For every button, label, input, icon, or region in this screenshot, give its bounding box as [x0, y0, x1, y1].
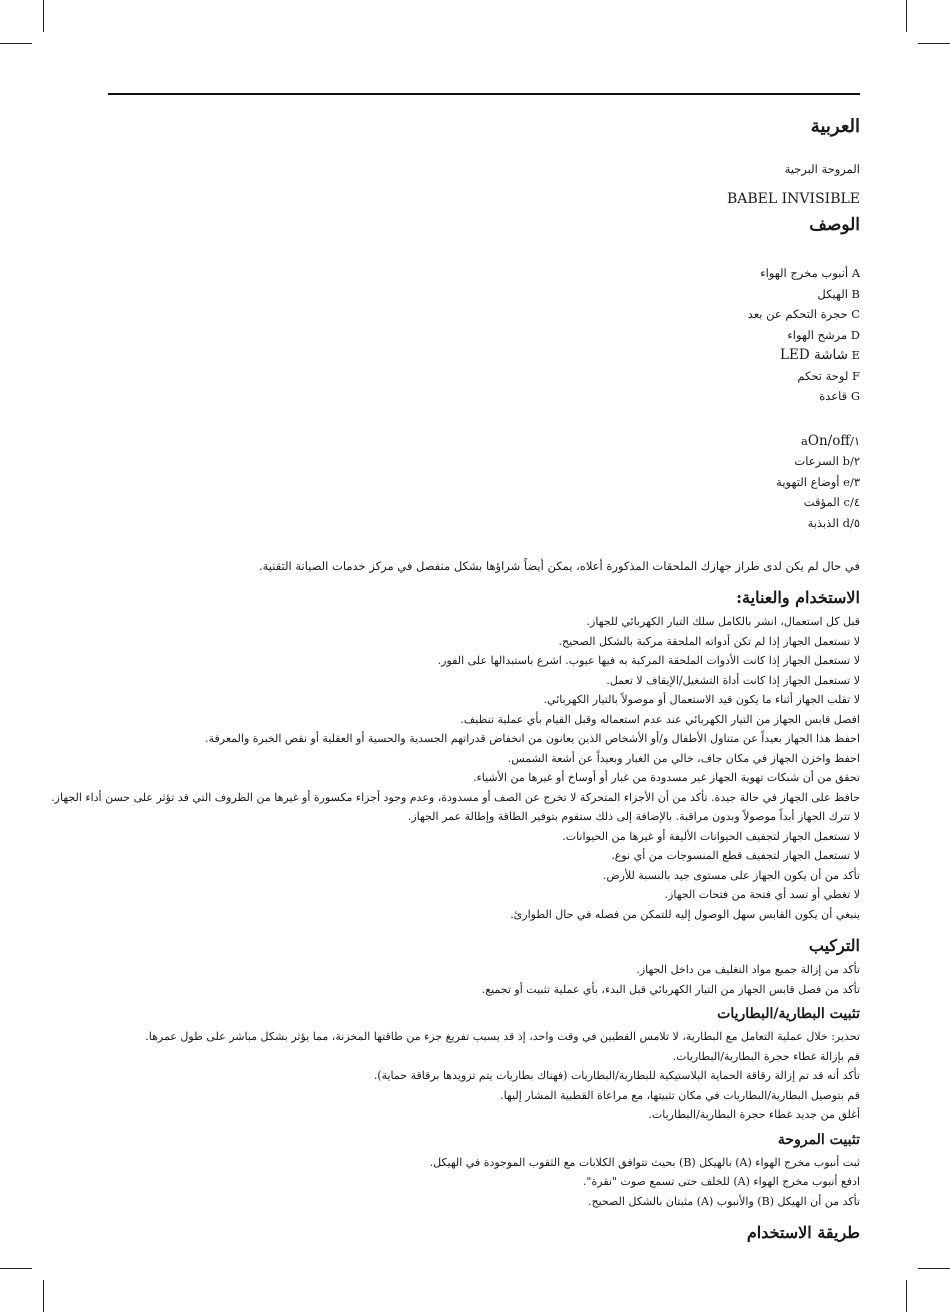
list-item: لا تقلب الجهاز أثناء ما يكون قيد الاستعمال أو موصولاً بالتيار الكهربائي.: [543, 693, 860, 706]
language-heading: العربية: [810, 116, 860, 137]
part-letter: B: [851, 286, 860, 301]
list-item: افصل قابس الجهاز من التيار الكهربائي عند عدم استعماله وقبل القيام بأي عملية تنظيف.: [460, 712, 860, 726]
list-item: ادفع أنبوب مخرج الهواء (A) للخلف حتى تسمع صوت "نقرة".: [582, 1175, 860, 1188]
control-item: [108, 451, 860, 472]
control-label: السرعات: [794, 454, 839, 468]
crop-mark: [43, 0, 44, 32]
control-code: ٣/e: [843, 474, 860, 489]
list-item: تأكد من فصل قابس الجهاز من التيار الكهربائي قبل البدء، بأي عملية تثبيت أو تجميع.: [481, 982, 860, 996]
list-item: لا تستعمل الجهاز لتجفيف قطع المنسوجات من أي نوع.: [611, 849, 860, 862]
list-item: قم بإزالة غطاء حجرة البطارية/البطاريات.: [672, 1049, 860, 1063]
control-item: [108, 431, 860, 452]
list-item: تأكد من أن يكون الجهاز على مستوى جيد بالنسبة للأرض.: [602, 868, 860, 882]
part-label: الهيكل: [817, 286, 848, 301]
part-letter: C: [851, 307, 860, 321]
list-item: تأكد من إزالة جميع مواد التغليف من داخل الجهاز.: [636, 963, 860, 976]
accessories-note: في حال لم يكن لدى طراز جهازك الملحقات المذكورة أعلاه، يمكن أيضاً شراؤها بشكل منفصل في مركز خدمات الصيانة التقنية.: [258, 559, 860, 573]
control-code: ٢/b: [842, 454, 860, 468]
list-item: تحذير: خلال عملية التعامل مع البطارية، لا تلامس القطبين في وقت واحد، إذ قد يسبب تفريغ جزء من طاقتها المخزنة، مما يؤثر بشكل مباشر على طول عمرها.: [145, 1030, 860, 1043]
description-title: الوصف: [809, 215, 860, 235]
part-item: [108, 345, 860, 366]
list-item: تأكد أنه قد تم إزالة رقاقة الحماية البلاستيكية للبطارية/البطاريات (فهناك بطاريات يتم تزويدها برقاقة حماية).: [373, 1069, 860, 1082]
usage-care-list: [51, 612, 860, 924]
control-code: ٥/d: [842, 515, 860, 530]
parts-list: [108, 263, 860, 407]
part-label: شاشة LED: [780, 347, 848, 363]
battery-list: [108, 1027, 860, 1125]
list-item: لا تستعمل الجهاز إذا كانت الأدوات الملحقة المركبة به فيها عيوب. اشرع باستبدالها على الفور.: [437, 654, 860, 667]
list-item: احفظ هذا الجهاز بعيداً عن متناول الأطفال و/أو الأشخاص الذين يعانون من انخفاض قدراتهم الجسدية والحسية أو العقلية أو نقص الخبرة والمعرفة.: [205, 732, 860, 745]
part-letter: F: [852, 368, 860, 383]
part-item: [108, 386, 860, 407]
part-item: [108, 284, 860, 305]
installation-title: التركيب: [808, 936, 860, 955]
part-label: لوحة تحكم: [797, 368, 849, 383]
part-letter: D: [850, 327, 860, 342]
installation-list: [108, 960, 860, 999]
list-item: قم بتوصيل البطارية/البطاريات في مكان تثبيتها، مع مراعاة القطبية المشار إليها.: [500, 1088, 860, 1102]
part-letter: A: [851, 266, 860, 280]
part-label: أنبوب مخرج الهواء: [760, 266, 849, 280]
part-letter: E: [851, 348, 860, 362]
crop-mark: [43, 1280, 44, 1312]
list-item: أغلق من جديد غطاء حجرة البطارية/البطاريات.: [648, 1108, 860, 1121]
control-code: ٤/c: [843, 495, 860, 509]
part-item: [108, 325, 860, 346]
part-item: [108, 263, 860, 284]
list-item: لا تستعمل الجهاز إذا لم تكن أدواته الملحقة مركبة بالشكل الصحيح.: [558, 634, 860, 648]
list-item: لا تستعمل الجهاز لتجفيف الحيوانات الأليفة أو غيرها من الحيوانات.: [562, 829, 860, 843]
controls-list: [108, 431, 860, 534]
list-item: لا تغطي أو تسد أي فتحة من فتحات الجهاز.: [664, 888, 860, 901]
list-item: تأكد من أن الهيكل (B) والأنبوب (A) مثبتان بالشكل الصحيح.: [587, 1194, 860, 1208]
list-item: لا تستعمل الجهاز إذا كانت أداة التشغيل/الإيقاف لا تعمل.: [606, 673, 860, 687]
crop-mark: [906, 1280, 907, 1312]
part-item: [108, 304, 860, 325]
fan-install-list: [108, 1153, 860, 1212]
list-item: لا تترك الجهاز أبداً موصولاً وبدون مراقبة. بالإضافة إلى ذلك ستقوم بتوفير الطاقة وإطالة عمر الجهاز.: [407, 810, 860, 823]
part-item: [108, 366, 860, 387]
list-item: ينبغي أن يكون القابس سهل الوصول إليه للتمكن من فصله في حال الطوارئ.: [510, 907, 860, 921]
crop-mark: [0, 1268, 32, 1269]
part-label: قاعدة: [819, 389, 848, 403]
control-label: أوضاع التهوية: [776, 474, 840, 489]
control-item: [108, 513, 860, 534]
list-item: ثبت أنبوب مخرج الهواء (A) بالهيكل (B) بحيث تتوافق الكلابات مع الثقوب الموجودة في الهيكل.: [429, 1155, 860, 1169]
control-item: [108, 472, 860, 493]
manual-page: [51, 110, 860, 1242]
list-item: تحقق من أن شبكات تهوية الجهاز غير مسدودة من غبار أو أوساخ أو غيرها من الأشياء.: [473, 771, 860, 784]
part-label: مرشح الهواء: [787, 327, 848, 342]
how-to-use-title: طريقة الاستخدام: [746, 1223, 860, 1242]
control-label: المؤقت: [803, 495, 840, 509]
control-item: [108, 492, 860, 513]
fan-install-title: تثبيت المروحة: [777, 1131, 860, 1148]
control-label: الذبذبة: [807, 515, 839, 530]
product-name: BABEL INVISIBLE: [727, 191, 860, 207]
list-item: حافظ على الجهاز في حالة جيدة. تأكد من أن الأجزاء المتحركة لا تخرج عن الصف أو مسدودة، وعدم وجود أجزاء مكسورة أو غيرها من الظروف التي قد تؤثر على حسن أداء الجهاز.: [51, 790, 860, 804]
crop-mark: [906, 0, 907, 32]
control-label: On/off: [807, 432, 850, 449]
header-rule: [108, 93, 860, 95]
crop-mark: [0, 43, 32, 44]
crop-mark: [918, 43, 950, 44]
crop-mark: [918, 1268, 950, 1269]
product-type: المروحة البرجية: [784, 162, 860, 176]
list-item: احفظ واخزن الجهاز في مكان جاف، خالي من الغبار وبعيداً عن أشعة الشمس.: [507, 751, 860, 765]
list-item: قبل كل استعمال، انشر بالكامل سلك التيار الكهربائي للجهاز.: [586, 615, 860, 628]
usage-care-title: الاستخدام والعناية:: [736, 588, 860, 607]
part-label: حجرة التحكم عن بعد: [747, 307, 848, 321]
part-letter: G: [850, 389, 860, 403]
control-code: ١/a: [801, 433, 860, 448]
battery-title: تثبيت البطارية/البطاريات: [717, 1006, 860, 1022]
